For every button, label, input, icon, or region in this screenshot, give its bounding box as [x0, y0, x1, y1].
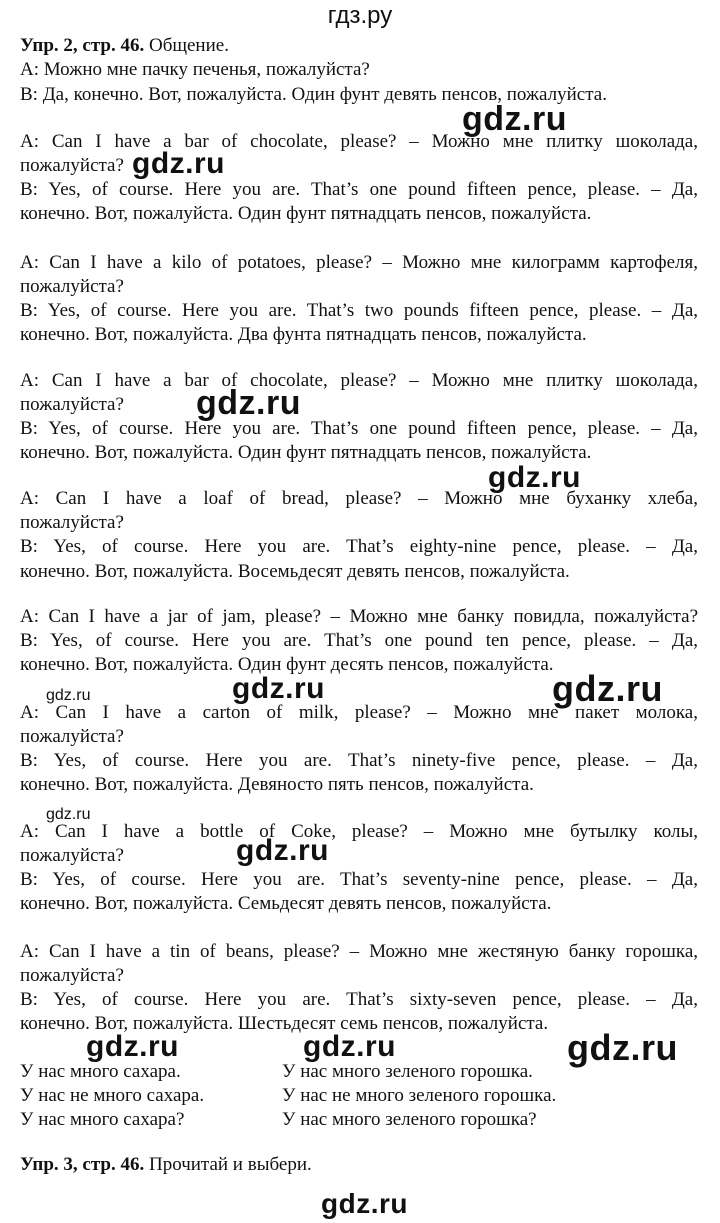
dialogue-line: конечно. Вот, пожалуйста. Восемьдесят девять пенсов, пожалуйста.: [20, 561, 570, 582]
sentence-right: У нас много зеленого горошка?: [282, 1109, 537, 1130]
dialogue-line: A: Can I have a bar of chocolate, please? – Можно мне плитку шоколада,: [20, 131, 698, 152]
dialogue-line: B: Yes, of course. Here you are. That’s one pound fifteen pence, please. – Да,: [20, 179, 698, 200]
dialogue-line: пожалуйста?: [20, 845, 124, 866]
sentence-left: У нас много сахара?: [20, 1109, 185, 1130]
dialogue-line: пожалуйста?: [20, 276, 124, 297]
exercise-3-task: Прочитай и выбери.: [144, 1154, 312, 1175]
dialogue-line: конечно. Вот, пожалуйста. Два фунта пятнадцать пенсов, пожалуйста.: [20, 324, 587, 345]
watermark-logo-small: gdz.ru: [46, 687, 91, 704]
dialogue-line: конечно. Вот, пожалуйста. Один фунт пятнадцать пенсов, пожалуйста.: [20, 442, 592, 463]
dialogue-line: A: Can I have a tin of beans, please? – Можно мне жестяную банку горошка,: [20, 941, 698, 962]
dialogue-line: B: Yes, of course. Here you are. That’s eighty-nine pence, please. – Да,: [20, 536, 698, 557]
dialogue-line: пожалуйста?: [20, 965, 124, 986]
watermark-logo: gdz.ru: [236, 834, 329, 867]
dialogue-line: B: Yes, of course. Here you are. That’s ninety-five pence, please. – Да,: [20, 750, 698, 771]
dialogue-line: пожалуйста?: [20, 512, 124, 533]
watermark-logo: gdz.ru: [462, 100, 567, 138]
watermark-logo: gdz.ru: [132, 147, 225, 180]
watermark-logo: gdz.ru: [303, 1030, 396, 1063]
dialogue-line: B: Yes, of course. Here you are. That’s one pound fifteen pence, please. – Да,: [20, 418, 698, 439]
watermark-logo: gdz.ru: [567, 1027, 678, 1068]
dialogue-line: A: Can I have a carton of milk, please? – Можно мне пакет молока,: [20, 702, 698, 723]
dialogue-line: B: Yes, of course. Here you are. That’s seventy-nine pence, please. – Да,: [20, 869, 698, 890]
dialogue-line: конечно. Вот, пожалуйста. Шестьдесят семь пенсов, пожалуйста.: [20, 1013, 549, 1034]
site-header: гдз.ру: [327, 2, 393, 29]
sentence-left: У нас не много сахара.: [20, 1085, 205, 1106]
exercise-3-title: Упр. 3, стр. 46.: [20, 1154, 145, 1175]
dialogue-line: B: Да, конечно. Вот, пожалуйста. Один фунт девять пенсов, пожалуйста.: [20, 84, 607, 105]
exercise-2-task: Общение.: [144, 35, 229, 56]
sentence-right: У нас много зеленого горошка.: [282, 1061, 533, 1082]
dialogue-line: пожалуйста?: [20, 726, 124, 747]
exercise-2-title: Упр. 2, стр. 46.: [20, 35, 145, 56]
dialogue-line: B: Yes, of course. Here you are. That’s two pounds fifteen pence, please. – Да,: [20, 300, 698, 321]
dialogue-line: пожалуйста?: [20, 394, 124, 415]
watermark-logo: gdz.ru: [321, 1188, 408, 1219]
watermark-logo-small: gdz.ru: [46, 806, 91, 823]
dialogue-line: A: Can I have a kilo of potatoes, please? – Можно мне килограмм картофеля,: [20, 252, 698, 273]
dialogue-line: B: Yes, of course. Here you are. That’s one pound ten pence, please. – Да,: [20, 630, 698, 651]
dialogue-line: A: Can I have a bar of chocolate, please? – Можно мне плитку шоколада,: [20, 370, 698, 391]
dialogue-line: A: Can I have a loaf of bread, please? – Можно мне буханку хлеба,: [20, 488, 698, 509]
dialogue-line: B: Yes, of course. Here you are. That’s sixty-seven pence, please. – Да,: [20, 989, 698, 1010]
sentence-right: У нас не много зеленого горошка.: [282, 1085, 557, 1106]
watermark-logo: gdz.ru: [86, 1030, 179, 1063]
dialogue-line: конечно. Вот, пожалуйста. Один фунт десять пенсов, пожалуйста.: [20, 654, 554, 675]
sentence-left: У нас много сахара.: [20, 1061, 181, 1082]
watermark-logo: gdz.ru: [488, 461, 581, 494]
exercise-2-heading: [20, 34, 229, 58]
dialogue-line: A: Можно мне пачку печенья, пожалуйста?: [20, 59, 370, 80]
dialogue-line: конечно. Вот, пожалуйста. Один фунт пятнадцать пенсов, пожалуйста.: [20, 203, 592, 224]
dialogue-line: конечно. Вот, пожалуйста. Девяносто пять пенсов, пожалуйста.: [20, 774, 534, 795]
exercise-3-heading: [20, 1153, 312, 1177]
watermark-logo: gdz.ru: [232, 672, 325, 705]
watermark-logo: gdz.ru: [552, 668, 663, 709]
dialogue-line: конечно. Вот, пожалуйста. Семьдесят девять пенсов, пожалуйста.: [20, 893, 552, 914]
dialogue-line: пожалуйста?: [20, 155, 124, 176]
watermark-logo: gdz.ru: [196, 384, 301, 422]
dialogue-line: A: Can I have a jar of jam, please? – Можно мне банку повидла, пожалуйста?: [20, 606, 698, 627]
dialogue-line: A: Can I have a bottle of Coke, please? – Можно мне бутылку колы,: [20, 821, 698, 842]
